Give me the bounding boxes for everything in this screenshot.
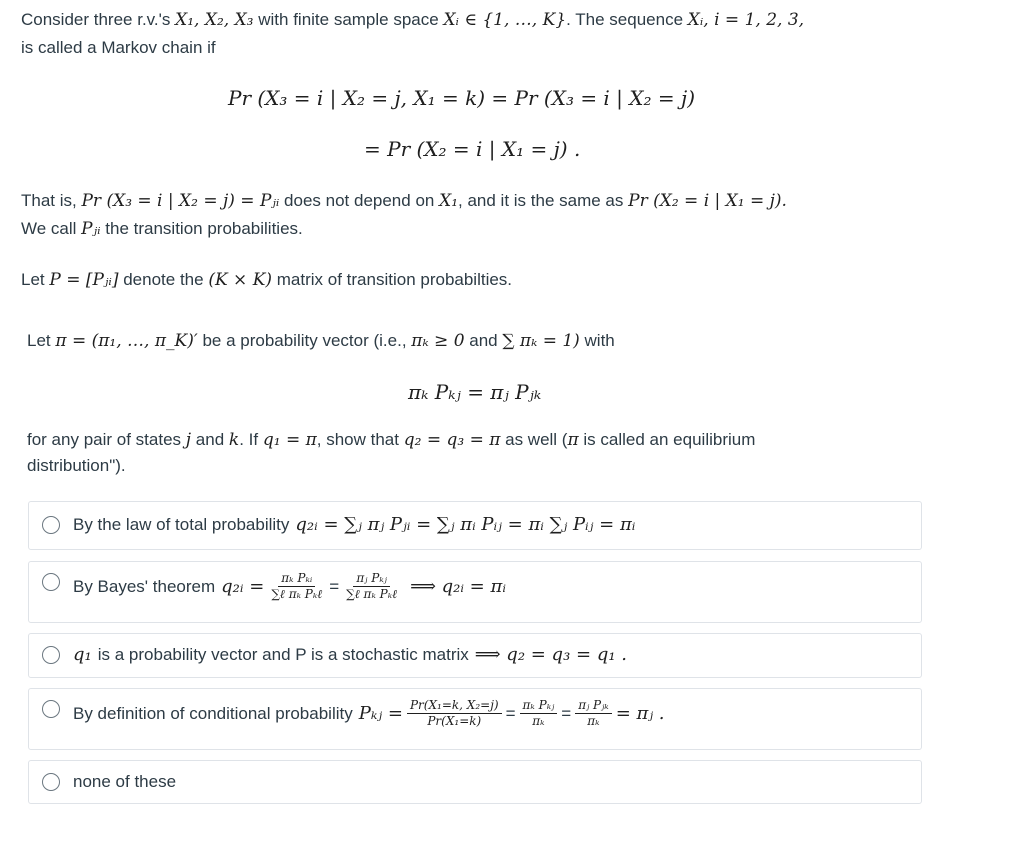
let-pi-text-3: and <box>469 331 498 350</box>
let-pi-paragraph <box>27 327 1007 355</box>
let-p-math-2: (K × K) <box>208 270 273 290</box>
option-3-text: is a probability vector and P is a stochastic matrix <box>97 644 469 664</box>
question-text-3: . If <box>239 430 259 449</box>
option-3-math-2: ⟹ q₂ = q₃ = q₁ . <box>474 644 628 665</box>
question-paragraph <box>27 427 847 478</box>
question-math-5: π <box>567 430 579 450</box>
question-math-3: q₁ = π <box>262 430 317 450</box>
option-1-content <box>73 514 635 535</box>
option-3-content <box>73 644 627 665</box>
let-pi-math-1: π = (π₁, …, π_K)′ <box>55 331 198 351</box>
option-1-math: q₂ᵢ = ∑ⱼ πⱼ Pⱼᵢ = ∑ⱼ πᵢ Pᵢⱼ = πᵢ ∑ⱼ Pᵢⱼ = πᵢ <box>295 514 636 535</box>
option-2-equals: = <box>329 576 340 596</box>
option-2-fraction-2 <box>343 572 400 601</box>
answer-option-2[interactable] <box>28 561 922 623</box>
that-is-text-2: does not depend on <box>284 191 435 210</box>
option-4-fraction-2-denominator: πₖ <box>532 714 545 729</box>
let-pi-text-2: be a probability vector (i.e., <box>202 331 407 350</box>
option-4-rhs: = πⱼ . <box>615 703 665 725</box>
option-2-text: By Bayes' theorem <box>73 576 216 596</box>
question-text-6: is called an equilibrium distribution"). <box>27 430 756 475</box>
question-math-1: j <box>185 430 192 450</box>
that-is-math-4: Pⱼᵢ <box>81 219 101 239</box>
intro-text-4: is called a Markov chain if <box>21 38 216 57</box>
option-2-fraction-1-numerator: πₖ Pₖᵢ <box>278 572 315 587</box>
intro-paragraph <box>21 6 1001 62</box>
balance-equation: πₖ Pₖⱼ = πⱼ Pⱼₖ <box>408 380 542 404</box>
option-4-fraction-1 <box>407 699 502 728</box>
let-pi-text-4: with <box>584 331 615 350</box>
answer-option-3[interactable] <box>28 633 922 678</box>
option-4-fraction-3-denominator: πₖ <box>587 714 600 729</box>
option-4-fraction-1-denominator: Pr(X₁=k) <box>427 714 482 729</box>
option-5-content <box>73 772 176 792</box>
intro-text-2: with finite sample space <box>258 10 439 29</box>
radio-button-5[interactable] <box>42 773 60 791</box>
let-p-text-1: Let <box>21 270 45 289</box>
option-2-lhs: q₂ᵢ = <box>221 576 265 598</box>
option-1-text: By the law of total probability <box>73 514 290 534</box>
radio-button-4[interactable] <box>42 700 60 718</box>
option-2-fraction-2-denominator: ∑ℓ πₖ Pₖℓ <box>346 587 398 602</box>
let-p-paragraph <box>21 266 1001 294</box>
option-2-fraction-1-denominator: ∑ℓ πₖ Pₖℓ <box>271 587 323 602</box>
option-4-content <box>73 699 665 728</box>
question-text-1: for any pair of states <box>27 430 182 449</box>
question-math-2: k <box>228 430 240 450</box>
option-4-text: By definition of conditional probability <box>73 703 353 723</box>
option-2-rhs: ⟹ q₂ᵢ = πᵢ <box>410 576 506 598</box>
option-4-fraction-3-numerator: πⱼ Pⱼₖ <box>575 699 612 714</box>
radio-button-2[interactable] <box>42 573 60 591</box>
intro-math-variables: X₁, X₂, X₃ <box>175 10 254 30</box>
let-p-math-1: P = [Pⱼᵢ] <box>49 270 119 290</box>
intro-text-3: . The sequence <box>566 10 684 29</box>
that-is-math-3: Pr (X₂ = i | X₁ = j). <box>628 191 787 211</box>
that-is-math-1: Pr (X₃ = i | X₂ = j) = Pⱼᵢ <box>81 191 280 211</box>
intro-text-1: Consider three r.v.'s <box>21 10 171 29</box>
option-3-math-1: q₁ <box>73 644 92 665</box>
that-is-math-2: X₁ <box>439 191 459 211</box>
option-2-fraction-2-numerator: πⱼ Pₖⱼ <box>353 572 390 587</box>
intro-math-sequence: Xᵢ, i = 1, 2, 3, <box>687 10 805 30</box>
question-text-2: and <box>195 430 225 449</box>
option-4-fraction-2-numerator: πₖ Pₖⱼ <box>520 699 558 714</box>
answer-option-4[interactable] <box>28 688 922 750</box>
option-4-equals-2: = <box>561 703 572 723</box>
markov-equation-line-1: Pr (X₃ = i | X₂ = j, X₁ = k) = Pr (X₃ = i | X₂ = j) <box>228 86 696 110</box>
radio-button-3[interactable] <box>42 646 60 664</box>
radio-button-1[interactable] <box>42 516 60 534</box>
let-pi-text-1: Let <box>27 331 51 350</box>
let-p-text-3: matrix of transition probabilties. <box>276 270 513 289</box>
option-4-fraction-3 <box>575 699 612 728</box>
that-is-paragraph <box>21 187 1001 243</box>
intro-math-sample-space: Xᵢ ∈ {1, …, K} <box>443 10 567 30</box>
let-pi-math-3: ∑ πₖ = 1) <box>502 331 580 351</box>
answer-option-5[interactable] <box>28 760 922 804</box>
markov-equation-line-2: = Pr (X₂ = i | X₁ = j) . <box>364 137 581 161</box>
option-4-lhs: Pₖⱼ = <box>358 703 403 725</box>
that-is-text-3: , and it is the same as <box>458 191 624 210</box>
that-is-text-1: That is, <box>21 191 77 210</box>
let-pi-math-2: πₖ ≥ 0 <box>411 331 465 351</box>
option-2-fraction-1 <box>268 572 325 601</box>
option-5-text: none of these <box>73 772 177 791</box>
option-4-fraction-2 <box>520 699 558 728</box>
that-is-text-4: We call <box>21 219 77 238</box>
option-4-fraction-1-numerator: Pr(X₁=k, X₂=j) <box>407 699 502 714</box>
answer-option-1[interactable] <box>28 501 922 550</box>
that-is-text-5: the transition probabilities. <box>105 219 303 238</box>
let-p-text-2: denote the <box>123 270 204 289</box>
question-text-4: , show that <box>316 430 399 449</box>
option-2-content <box>73 572 506 601</box>
question-text-5: as well ( <box>505 430 568 449</box>
option-4-equals-1: = <box>505 703 516 723</box>
question-math-4: q₂ = q₃ = π <box>403 430 501 450</box>
